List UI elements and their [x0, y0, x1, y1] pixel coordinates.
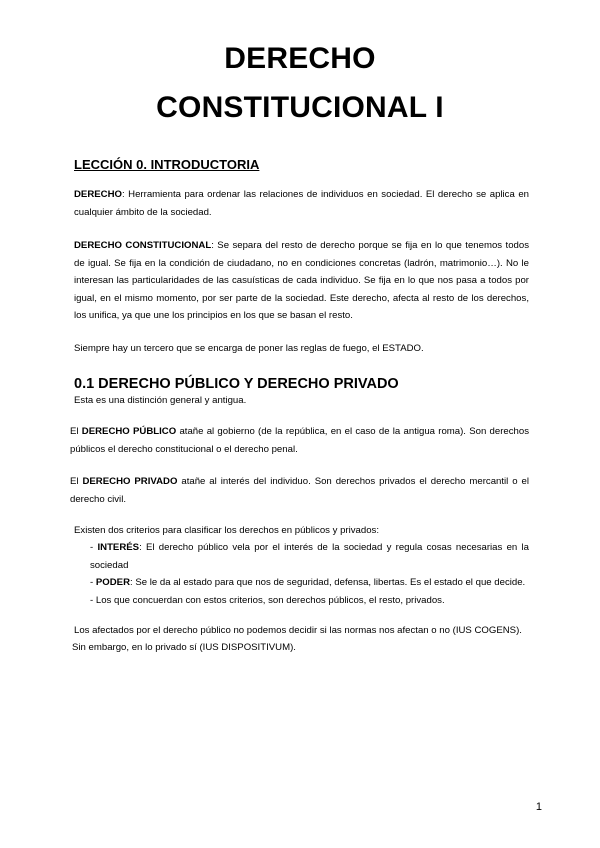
term-interes: INTERÉS	[97, 542, 140, 553]
term-derecho: DERECHO	[74, 189, 122, 200]
list-item	[90, 539, 529, 574]
term-derecho-privado: DERECHO PRIVADO	[82, 476, 178, 487]
prefix-privado: El	[70, 476, 83, 487]
list-item-text: : Se le da al estado para que nos de seguridad, defensa, libertas. Es el estado el que decide.	[130, 577, 526, 588]
section-heading: 0.1 DERECHO PÚBLICO Y DERECHO PRIVADO	[74, 376, 399, 392]
paragraph-derecho-publico	[70, 423, 529, 458]
paragraph-derecho-privado	[70, 473, 529, 508]
term-derecho-publico: DERECHO PÚBLICO	[81, 426, 177, 437]
paragraph-derecho-constitucional	[74, 237, 529, 325]
definition-derecho-publico: atañe al gobierno (de la república, en el caso de la antigua roma). Son derechos públicos el derecho constitucional o el derecho penal.	[70, 426, 530, 455]
paragraph-ius-cogens: Los afectados por el derecho público no podemos decidir si las normas nos afectan o no (IUS COGENS).	[74, 625, 522, 636]
prefix-publico: El	[70, 426, 82, 437]
document-title-line1: DERECHO	[224, 42, 376, 75]
list-item	[90, 574, 529, 592]
list-item	[90, 592, 529, 610]
list-bullet: -	[90, 577, 96, 588]
paragraph-ius-dispositivum: Sin embargo, en lo privado sí (IUS DISPOSITIVUM).	[72, 642, 296, 653]
list-bullet: -	[90, 542, 98, 553]
definition-derecho-privado: atañe al interés del individuo. Son derechos privados el derecho mercantil o el derecho civil.	[70, 476, 529, 505]
paragraph-distincion: Esta es una distinción general y antigua.	[74, 395, 247, 406]
paragraph-derecho	[74, 186, 529, 221]
definition-derecho: : Herramienta para ordenar las relaciones de individuos en sociedad. El derecho se aplica en cualquier ámbito de la sociedad.	[74, 189, 529, 218]
page-number: 1	[535, 801, 542, 813]
document-title-line2: CONSTITUCIONAL I	[156, 91, 444, 124]
term-derecho-constitucional: DERECHO CONSTITUCIONAL	[74, 240, 212, 251]
lesson-heading: LECCIÓN 0. INTRODUCTORIA	[74, 157, 260, 172]
paragraph-estado: Siempre hay un tercero que se encarga de poner las reglas de fuego, el ESTADO.	[74, 343, 424, 354]
list-item-text: : El derecho público vela por el interés de la sociedad y regula cosas necesarias en la sociedad	[90, 542, 529, 571]
criteria-list	[90, 539, 529, 609]
list-item-text: Los que concuerdan con estos criterios, son derechos públicos, el resto, privados.	[95, 594, 445, 606]
definition-derecho-constitucional: : Se separa del resto de derecho porque se fija en lo que tenemos todos de igual. Se fija en la condición de ciudadano, no en condiciones concretas (ladrón, matrimonio…). No le interesan las particularidades de las casuísticas de cada individuo. Se fija en lo que nos pasa a todos por igual, en el mismo momento, por ser parte de la sociedad. Este derecho, afecta al resto de los derechos, los unifica, ya que une los principios en los que se basan el resto.	[74, 240, 529, 321]
paragraph-criterios: Existen dos criterios para clasificar los derechos en públicos y privados:	[74, 525, 380, 536]
list-bullet: -	[90, 594, 96, 606]
term-poder: PODER	[95, 577, 130, 588]
